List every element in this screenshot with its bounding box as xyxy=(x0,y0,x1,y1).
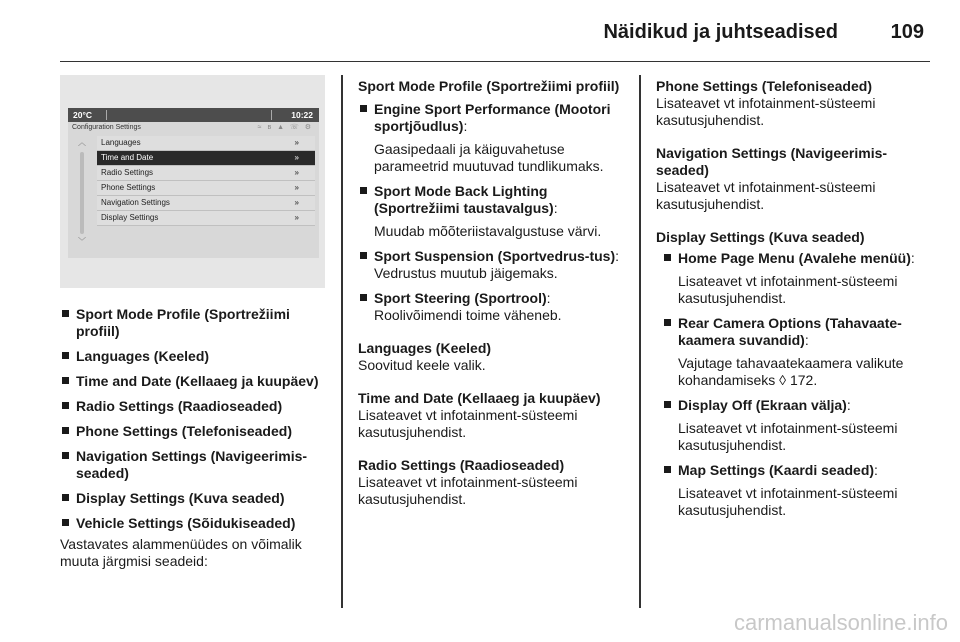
item-title: Sport Mode Back Lighting (Sportrežiimi taustavalgus) xyxy=(374,183,554,216)
item-description: Muudab mõõteriistavalgustuse värvi. xyxy=(374,223,602,239)
list-item: Time and Date (Kellaaeg ja kuupäev) xyxy=(60,373,325,390)
item-separator: : xyxy=(846,397,851,413)
list-item xyxy=(358,290,628,324)
chevron-right-icon: » xyxy=(294,153,299,162)
screen-title: Configuration Settings xyxy=(72,124,141,131)
header-title: Näidikud ja juhtseadised xyxy=(603,21,838,43)
chevron-right-icon: » xyxy=(294,183,299,192)
item-title: Engine Sport Performance (Mootori sportjõudlus) xyxy=(374,101,611,134)
scroll-down-icon[interactable]: ﹀ xyxy=(78,237,86,246)
sport-list xyxy=(358,101,628,324)
item-separator: : xyxy=(874,462,878,478)
item-description: Lisateavet vt infotainment-süsteemi kasutusjuhendist. xyxy=(678,420,898,453)
signal-icon: ▲ xyxy=(277,124,287,131)
item-separator: : xyxy=(615,248,620,264)
menu-item-label: Time and Date xyxy=(101,153,154,162)
status-bar xyxy=(68,108,319,122)
menu-item-languages[interactable] xyxy=(97,136,315,151)
intro-paragraph: Vastavates alammenüüdes on võimalik muuta järgmisi seadeid: xyxy=(60,536,302,569)
menu-item-label: Display Settings xyxy=(101,213,159,222)
item-title: Display Off (Ekraan välja) xyxy=(678,397,847,413)
column-2 xyxy=(358,78,628,524)
clock-readout: 10:22 xyxy=(291,110,313,120)
item-title: Sport Suspension (Sportvedrus-tus) xyxy=(374,248,616,264)
list-item: Radio Settings (Raadioseaded) xyxy=(60,398,325,415)
status-divider xyxy=(106,110,107,120)
section-body: Lisateavet vt infotainment-süsteemi kasutusjuhendist. xyxy=(656,179,876,212)
item-description: Lisateavet vt infotainment-süsteemi kasutusjuhendist. xyxy=(678,485,898,518)
list-item: Phone Settings (Telefoniseaded) xyxy=(60,423,325,440)
list-item xyxy=(662,397,926,454)
section-heading: Languages (Keeled) xyxy=(358,340,492,356)
wifi-icon: ≈ xyxy=(257,124,264,131)
list-item xyxy=(358,101,628,175)
item-separator: : xyxy=(553,200,558,216)
menu-item-label: Languages xyxy=(101,138,141,147)
section-body: Soovitud keele valik. xyxy=(358,357,486,373)
column-3 xyxy=(656,78,926,527)
column-divider xyxy=(341,75,343,608)
section-heading: Display Settings (Kuva seaded) xyxy=(656,229,865,245)
item-description: Vedrustus muutub jäigemaks. xyxy=(374,265,558,281)
temperature-readout: 20°C xyxy=(73,110,92,120)
list-item: Vehicle Settings (Sõidukiseaded) xyxy=(60,515,325,532)
list-item: Sport Mode Profile (Sportrežiimi profiil) xyxy=(60,306,325,340)
bluetooth-icon: ʙ xyxy=(267,124,274,131)
menu-item-phone[interactable] xyxy=(97,181,315,196)
section-heading: Time and Date (Kellaaeg ja kuupäev) xyxy=(358,390,601,406)
list-item xyxy=(358,183,628,240)
menu-item-label: Navigation Settings xyxy=(101,198,170,207)
item-separator: : xyxy=(463,118,468,134)
item-description: Vajutage tahavaatekaamera valikute kohandamiseks ◊ 172. xyxy=(678,355,904,388)
display-list xyxy=(662,250,926,519)
menu-item-label: Radio Settings xyxy=(101,168,154,177)
item-description: Roolivõimendi toime väheneb. xyxy=(374,307,562,323)
chevron-right-icon: » xyxy=(294,198,299,207)
section-heading: Sport Mode Profile (Sportrežiimi profiil) xyxy=(358,78,620,94)
section-heading: Navigation Settings (Navigeerimis-seaded) xyxy=(656,145,888,178)
list-item: Navigation Settings (Navigeerimis-seaded) xyxy=(60,448,325,482)
time-date-section xyxy=(358,390,628,441)
list-item xyxy=(662,250,926,307)
phone-icon: ☏ xyxy=(290,124,301,131)
item-title: Rear Camera Options (Tahavaate-kaamera suvandid) xyxy=(678,315,902,348)
navigation-section xyxy=(656,145,926,213)
item-separator: : xyxy=(546,290,551,306)
screen-title-row xyxy=(68,122,319,135)
radio-section xyxy=(358,457,628,508)
settings-menu xyxy=(97,136,315,226)
chevron-right-icon: » xyxy=(294,213,299,222)
display-screen xyxy=(68,108,319,258)
item-title: Home Page Menu (Avalehe menüü) xyxy=(678,250,911,266)
watermark: carmanualsonline.info xyxy=(733,610,948,635)
status-divider xyxy=(271,110,272,120)
section-heading: Phone Settings (Telefoniseaded) xyxy=(656,78,872,94)
item-description: Gaasipedaali ja käiguvahetuse parameetrid muutuvad tundlikumaks. xyxy=(374,141,604,174)
settings-list xyxy=(60,306,325,532)
page-header xyxy=(60,0,930,62)
infotainment-screenshot xyxy=(60,75,325,288)
section-body: Lisateavet vt infotainment-süsteemi kasutusjuhendist. xyxy=(358,474,578,507)
list-item xyxy=(358,248,628,282)
column-1 xyxy=(60,306,325,570)
item-title: Map Settings (Kaardi seaded) xyxy=(678,462,875,478)
menu-item-display[interactable] xyxy=(97,211,315,226)
menu-item-radio[interactable] xyxy=(97,166,315,181)
status-icons xyxy=(258,123,313,131)
section-heading: Radio Settings (Raadioseaded) xyxy=(358,457,565,473)
item-separator: : xyxy=(910,250,915,266)
list-item xyxy=(662,315,926,389)
scrollbar[interactable] xyxy=(80,152,84,234)
column-divider xyxy=(639,75,641,608)
section-body: Lisateavet vt infotainment-süsteemi kasutusjuhendist. xyxy=(358,407,578,440)
list-item: Languages (Keeled) xyxy=(60,348,325,365)
list-item: Display Settings (Kuva seaded) xyxy=(60,490,325,507)
section-body: Lisateavet vt infotainment-süsteemi kasutusjuhendist. xyxy=(656,95,876,128)
list-item xyxy=(662,462,926,519)
scroll-up-icon[interactable]: ︿ xyxy=(78,138,86,147)
menu-item-time-date[interactable] xyxy=(97,151,315,166)
menu-item-label: Phone Settings xyxy=(101,183,156,192)
item-title: Sport Steering (Sportrool) xyxy=(374,290,547,306)
chevron-right-icon: » xyxy=(294,168,299,177)
page-number: 109 xyxy=(890,21,924,43)
item-separator: : xyxy=(804,332,809,348)
settings-icon: ⚙ xyxy=(304,124,313,131)
languages-section xyxy=(358,340,628,374)
phone-section xyxy=(656,78,926,129)
item-description: Lisateavet vt infotainment-süsteemi kasutusjuhendist. xyxy=(678,273,898,306)
menu-item-navigation[interactable] xyxy=(97,196,315,211)
chevron-right-icon: » xyxy=(294,138,299,147)
